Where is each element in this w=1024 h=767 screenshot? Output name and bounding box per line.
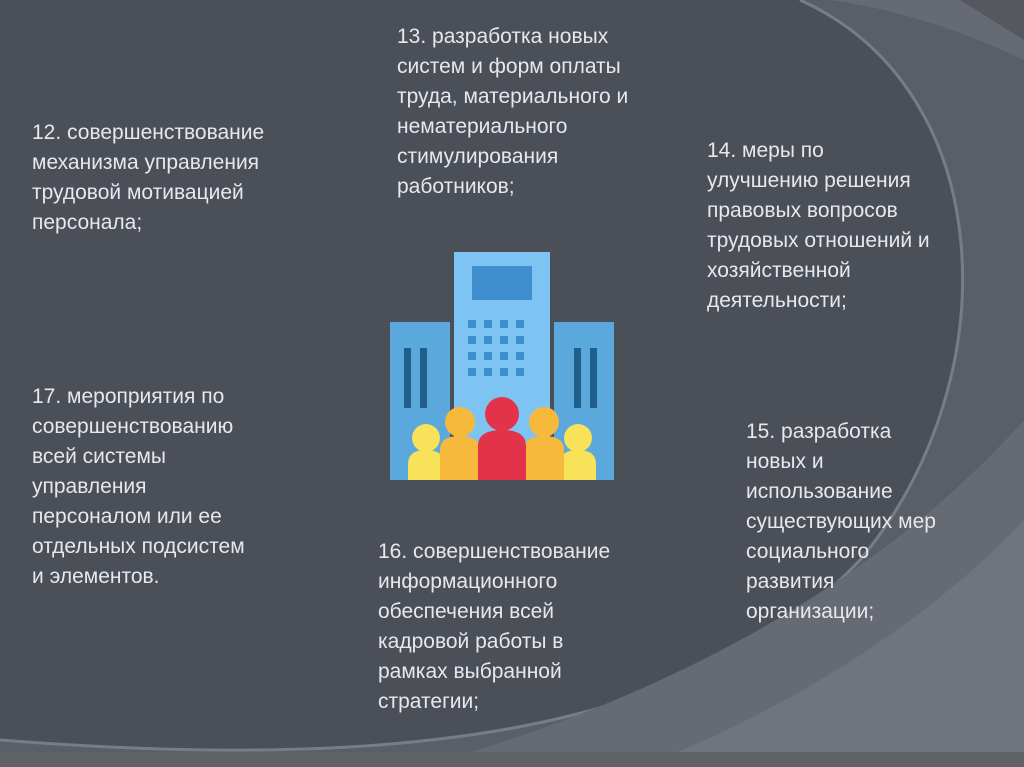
item-12-text: 12. совершенствование механизма управления трудовой мотивацией персонала; bbox=[32, 121, 265, 234]
item-16-text: 16. совершенствование информационного обеспечения всей кадровой работы в рамках выбранной стратегии; bbox=[378, 540, 611, 713]
office-building-with-people-icon bbox=[388, 252, 616, 480]
item-17-text: 17. мероприятия по совершенствованию всей системы управления персоналом или ее отдельных подсистем и элементов. bbox=[32, 385, 245, 588]
item-14-text: 14. меры по улучшению решения правовых вопросов трудовых отношений и хозяйственной деятельности; bbox=[707, 139, 930, 312]
item-13-text: 13. разработка новых систем и форм оплаты труда, материального и нематериального стимулирования работников; bbox=[397, 25, 629, 198]
item-15-text: 15. разработка новых и использование существующих мер социального развития организации; bbox=[746, 420, 936, 623]
